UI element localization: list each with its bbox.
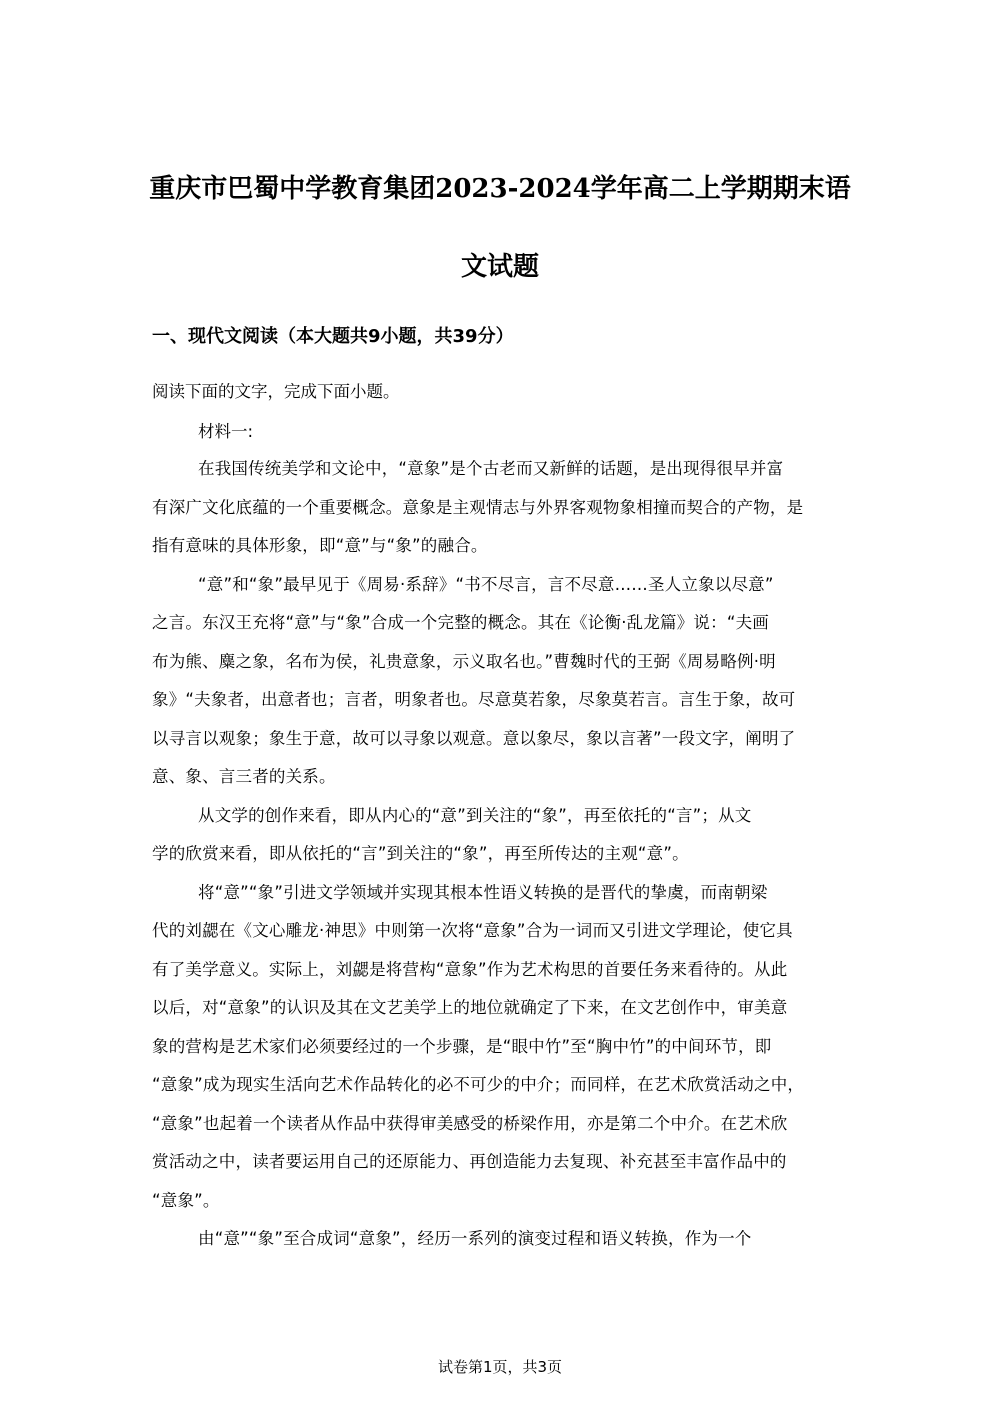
text-line: 学的欣赏来看，即从依托的“言”到关注的“象”，再至所传达的主观“意”。	[152, 844, 689, 863]
text-line: 代的刘勰在《文心雕龙·神思》中则第一次将“意象”合为一词而又引进文学理论，使它具	[152, 921, 793, 940]
text-line: 以寻言以观象；象生于意，故可以寻象以观意。意以象尽，象以言著”一段文字，阐明了	[152, 728, 796, 748]
text-line: 有了美学意义。实际上，刘勰是将营构“意象”作为艺术构思的首要任务来看待的。从此	[152, 959, 788, 979]
page-footer: 试卷第1页，共3页	[437, 1358, 563, 1376]
text-line: 以后，对“意象”的认识及其在文艺美学上的地位就确定了下来，在文艺创作中，审美意	[152, 998, 788, 1017]
text-line: 有深广文化底蕴的一个重要概念。意象是主观情志与外界客观物象相撞而契合的产物，是	[152, 497, 804, 517]
text-line: 象》“夫象者，出意者也；言者，明象者也。尽意莫若象，尽象莫若言。言生于象，故可	[152, 690, 796, 709]
body-text	[152, 450, 852, 1259]
text-line: 在我国传统美学和文论中，“意象”是个古老而又新鲜的话题，是出现得很早并富	[198, 459, 784, 478]
text-line: 从文学的创作来看，即从内心的“意”到关注的“象”，再至依托的“言”；从文	[198, 805, 752, 825]
text-line: “意象”也起着一个读者从作品中获得审美感受的桥梁作用，亦是第二个中介。在艺术欣	[152, 1113, 788, 1133]
text-line: 之言。东汉王充将“意”与“象”合成一个完整的概念。其在《论衡·乱龙篇》说：“夫画	[152, 613, 769, 632]
reading-instruction: 阅读下面的文字，完成下面小题。	[152, 382, 400, 401]
text-line: “意”和“象”最早见于《周易·系辞》“书不尽言，言不尽意……圣人立象以尽意”	[198, 574, 774, 594]
text-line: “意象”。	[152, 1190, 220, 1210]
document-title-line-1: 重庆市巴蜀中学教育集团2023-2024学年高二上学期期末语	[149, 174, 851, 204]
text-line: 布为熊、麋之象，名布为侯，礼贵意象，示义取名也。”曹魏时代的王弼《周易略例·明	[152, 651, 776, 671]
text-line: 由“意”“象”至合成词“意象”，经历一系列的演变过程和语义转换，作为一个	[198, 1229, 752, 1248]
material-label: 材料一:	[198, 422, 254, 441]
section-heading: 一、现代文阅读（本大题共9小题，共39分）	[152, 326, 514, 347]
text-line: 赏活动之中，读者要运用自己的还原能力、再创造能力去复现、补充甚至丰富作品中的	[152, 1152, 787, 1171]
text-line: 将“意”“象”引进文学领域并实现其根本性语义转换的是晋代的挚虞，而南朝梁	[198, 882, 768, 902]
document-title-line-2: 文试题	[460, 252, 539, 282]
text-line: 意、象、言三者的关系。	[152, 767, 336, 786]
text-line: 指有意味的具体形象，即“意”与“象”的融合。	[152, 536, 488, 555]
text-line: “意象”成为现实生活向艺术作品转化的必不可少的中介；而同样，在艺术欣赏活动之中，	[152, 1075, 805, 1094]
text-line: 象的营构是艺术家们必须要经过的一个步骤，是“眼中竹”至“胸中竹”的中间环节，即	[152, 1036, 772, 1056]
